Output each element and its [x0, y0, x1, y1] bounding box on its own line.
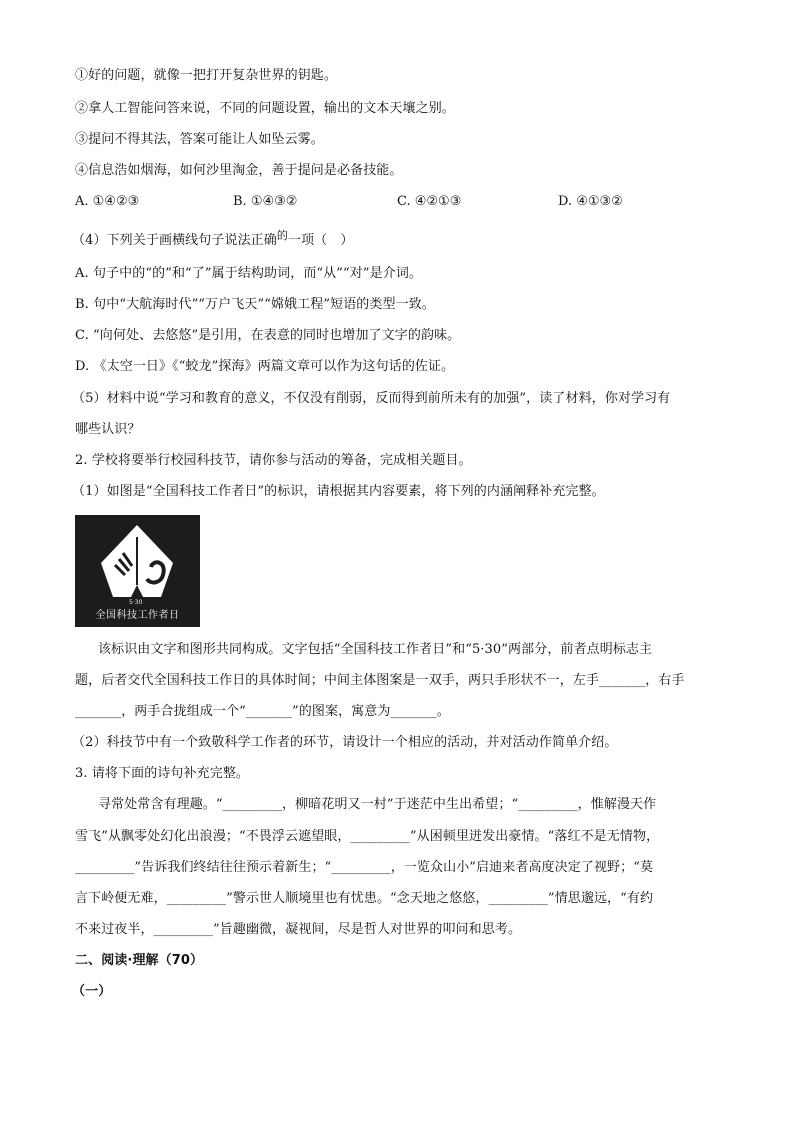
question-4-stem — [72, 229, 722, 250]
poem-fill-line-4: 言下岭便无难，_________”警示世人顺境里也有忧患。“念天地之悠悠，_________”情思邈远，“有约 — [75, 891, 654, 906]
question-4-stem-post: 一项（ ） — [287, 233, 354, 248]
poem-fill-line-5: 不来过夜半，_________”旨趣幽微，凝视间，尽是哲人对世界的叩问和思考。 — [75, 922, 522, 937]
science-worker-day-logo — [75, 515, 200, 627]
question-4-option-b: B. 句中“大航海时代”“万户飞天”“嫦娥工程”短语的类型一致。 — [75, 297, 435, 312]
question-5-line-2: 哪些认识？ — [75, 422, 141, 437]
poem-fill-line-2: 雪飞”从飘零处幻化出浪漫；“不畏浮云遮望眼，_________”从困顿里迸发出豪情。“落红不是无情物， — [75, 829, 660, 844]
logo-date: 5·30 — [129, 599, 143, 606]
part-2-title: 二、阅读·理解（70） — [75, 953, 204, 968]
choice-b: B. ①④③② — [233, 194, 298, 209]
section-3-intro: 3. 请将下面的诗句补充完整。 — [75, 766, 250, 781]
option-sentence-1: ①好的问题，就像一把打开复杂世界的钥匙。 — [75, 68, 338, 83]
question-5-line-1: （5）材料中说“学习和教育的意义，不仅没有削弱，反而得到前所未有的加强”，读了材料，你对学习有 — [72, 391, 671, 406]
section-2-question-2: （2）科技节中有一个致敬科学工作者的环节，请设计一个相应的活动，并对活动作简单介绍。 — [72, 735, 618, 750]
section-2-intro: 2. 学校将要举行校园科技节，请你参与活动的筹备，完成相关题目。 — [75, 453, 472, 468]
poem-fill-line-1: 寻常处常含有理趣。“_________，柳暗花明又一村”于迷茫中生出希望；“_________，惟解漫天作 — [98, 797, 657, 812]
question-4-option-d: D. 《太空一日》《“蛟龙”探海》两篇文章可以作为这句话的佐证。 — [75, 359, 455, 374]
option-sentence-4: ④信息浩如烟海，如何沙里淘金，善于提问是必备技能。 — [75, 163, 403, 178]
question-4-stem-pre: （4）下列关于画横线句子说法正确 — [72, 233, 277, 248]
question-4-stem-sup: 的 — [276, 229, 288, 242]
question-4-option-c: C. “向何处、去悠悠”是引用，在表意的同时也增加了文字的韵味。 — [75, 328, 461, 343]
part-2-subsection: （一） — [72, 984, 112, 999]
section-2-paragraph-line-3: _______，两手合拢组成一个“_______”的图案，寓意为_______。 — [75, 704, 450, 719]
poem-fill-line-3: _________”告诉我们终结往往预示着新生；“_________，一览众山小”启迪来者高度决定了视野；“莫 — [75, 860, 654, 875]
choice-c: C. ④②①③ — [397, 194, 462, 209]
option-sentence-2: ②拿人工智能问答来说，不同的问题设置，输出的文本天壤之别。 — [75, 101, 455, 116]
section-2-paragraph-line-1: 该标识由文字和图形共同构成。文字包括“全国科技工作者日”和“5·30”两部分，前者点明标志主 — [98, 642, 653, 657]
choice-d: D. ④①③② — [558, 194, 623, 209]
section-2-paragraph-line-2: 题，后者交代全国科技工作日的具体时间；中间主体图案是一双手，两只手形状不一，左手_______，右手 — [75, 673, 685, 688]
question-4-option-a: A. 句子中的“的”和“了”属于结构助词，而“从”“对”是介词。 — [75, 266, 423, 281]
choice-a: A. ①④②③ — [75, 194, 140, 209]
section-2-question-1: （1）如图是“全国科技工作者日”的标识，请根据其内容要素，将下列的内涵阐释补充完整。 — [72, 484, 605, 499]
logo-caption: 全国科技工作者日 — [95, 610, 180, 621]
option-sentence-3: ③提问不得其法，答案可能让人如坠云雾。 — [75, 132, 324, 147]
